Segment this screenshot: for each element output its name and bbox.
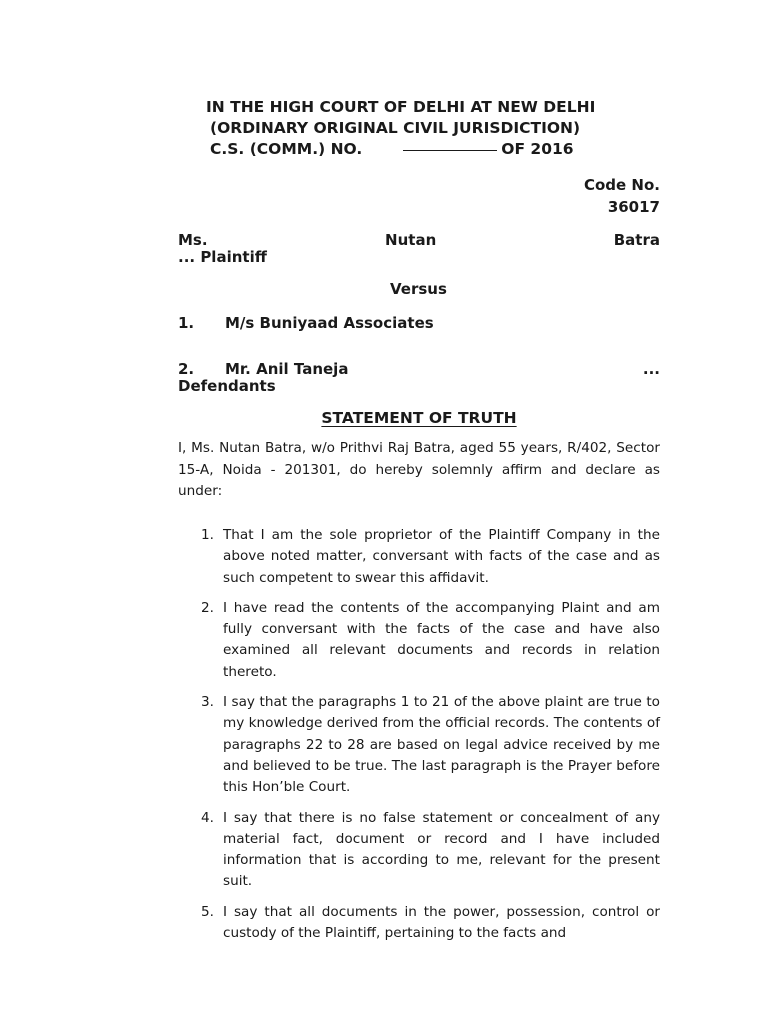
code-label: Code No. [583, 176, 660, 194]
list-item [178, 902, 660, 945]
list-item-number: 3. [201, 694, 214, 711]
plaintiff-role: ... Plaintiff [178, 248, 267, 266]
intro-paragraph: I, Ms. Nutan Batra, w/o Prithvi Raj Batra, aged 55 years, R/402, Sector 15-A, Noida - 201301, do hereby solemnly affirm and declare as under: [178, 440, 660, 499]
list-item-text: I have read the contents of the accompanying Plaint and am fully conversant with the facts of the case and have also examined all relevant documents and records in relation thereto. [223, 599, 660, 680]
plaintiff-title: Ms. [178, 231, 208, 249]
defendant-2-name: Mr. Anil Taneja [225, 360, 349, 378]
code-number: 36017 [607, 198, 660, 216]
plaintiff-block [178, 232, 660, 266]
plaintiff-name [178, 232, 660, 249]
list-item-number: 5. [201, 903, 214, 920]
versus-label: Versus [390, 280, 447, 298]
case-suffix: OF 2016 [501, 140, 574, 158]
list-item-number: 4. [201, 809, 214, 826]
jurisdiction: (ORDINARY ORIGINAL CIVIL JURISDICTION) [210, 119, 581, 137]
list-item-text: I say that all documents in the power, possession, control or custody of the Plaintiff, pertaining to the facts and [223, 903, 660, 942]
defendant-2 [178, 361, 660, 378]
list-item [178, 525, 660, 589]
plaintiff-first-name: Nutan [385, 231, 437, 249]
list-item-number: 2. [201, 599, 214, 616]
defendants-role: Defendants [178, 377, 276, 395]
statement-list [178, 525, 660, 953]
code-block [584, 174, 660, 218]
list-item-text: I say that the paragraphs 1 to 21 of the above plaint are true to my knowledge derived from the official records. The contents of paragraphs 22 to 28 are based on legal advice received by me and believed to be true. The last paragraph is the Prayer before this Hon’ble Court. [223, 694, 660, 796]
case-number-line [206, 139, 595, 160]
plaintiff-last-name: Batra [613, 231, 660, 249]
statement-title: STATEMENT OF TRUTH [321, 409, 517, 427]
list-item [178, 808, 660, 893]
list-item [178, 692, 660, 798]
list-item-text: That I am the sole proprietor of the Plaintiff Company in the above noted matter, conversant with facts of the case and as such competent to swear this affidavit. [223, 527, 660, 586]
court-name: IN THE HIGH COURT OF DELHI AT NEW DELHI [206, 98, 596, 116]
defendant-1-number: 1. [178, 314, 195, 332]
defendant-2-block [178, 361, 660, 395]
case-number-blank [403, 150, 497, 151]
court-header [206, 97, 595, 160]
list-item-number: 1. [201, 527, 214, 543]
defendant-1 [178, 314, 434, 332]
list-item [178, 598, 660, 683]
defendant-dots: ... [642, 360, 660, 378]
defendant-2-number: 2. [178, 360, 195, 378]
list-item-text: I say that there is no false statement or concealment of any material fact, document or record and I have included information that is according to me, relevant for the present suit. [223, 809, 660, 890]
defendant-1-name: M/s Buniyaad Associates [225, 314, 434, 332]
defendant-2-entry [178, 361, 348, 378]
case-prefix: C.S. (COMM.) NO. [210, 140, 363, 158]
